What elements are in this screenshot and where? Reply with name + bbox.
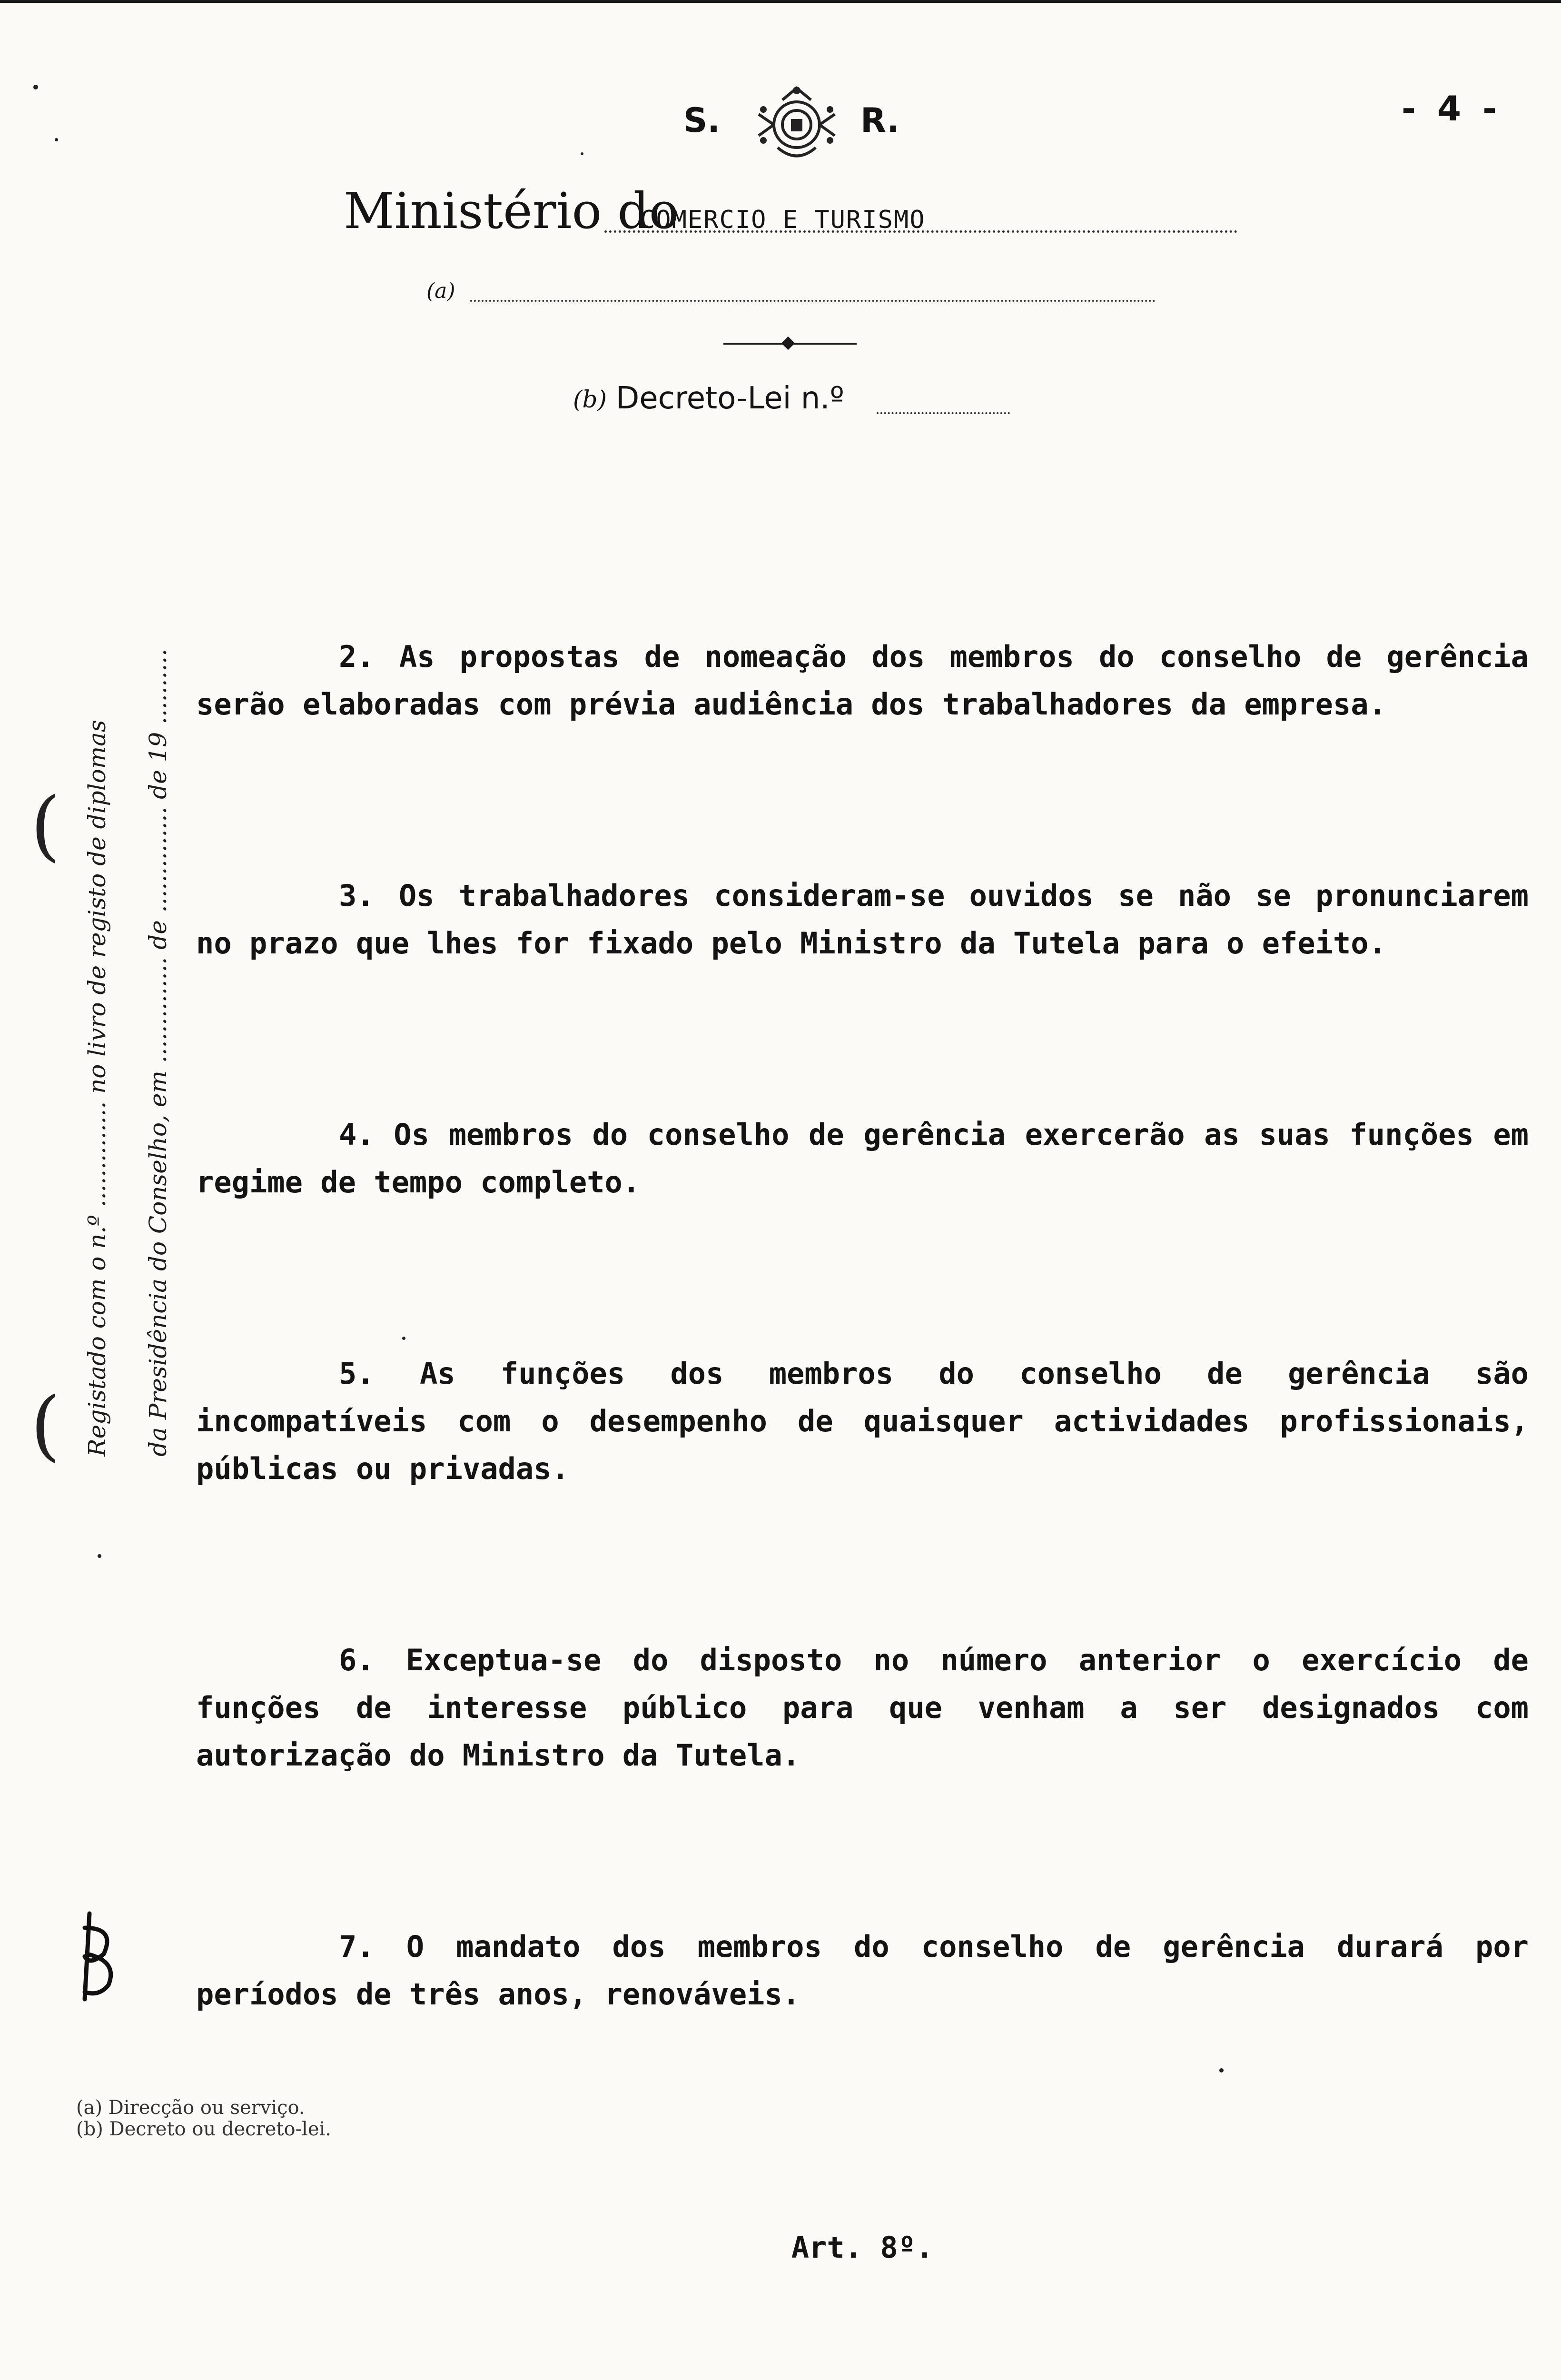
- document-body: [196, 538, 1547, 2380]
- paper-speck: [55, 138, 58, 141]
- paragraph-5: 5. As funções dos membros do conselho de gerência são incompatíveis com o desempenho de quaisquer actividades profissionais, públicas ou privadas.: [196, 1356, 1547, 1486]
- paper-speck: [581, 152, 583, 155]
- article-title: Art. 8º.: [791, 2230, 934, 2265]
- ministry-value: COMERCIO E TURISMO: [640, 206, 926, 234]
- divider-diamond-icon: [781, 337, 795, 350]
- paragraph-4: 4. Os membros do conselho de gerência exercerão as suas funções em regime de tempo completo.: [196, 1117, 1547, 1200]
- header-letter-s: S.: [683, 101, 721, 140]
- top-border-rule: [0, 0, 1561, 3]
- field-a-dotted-line: [470, 300, 1156, 302]
- margin-note-line-1: Registado com o n.º .............. no livro de registo de diplomas: [83, 720, 111, 1457]
- header-letter-r: R.: [860, 101, 899, 140]
- ministry-label: Ministério do: [344, 182, 679, 240]
- decreto-prefix: (b): [573, 386, 607, 413]
- paper-speck: [33, 85, 38, 89]
- paper-speck: [1219, 2068, 1224, 2073]
- decreto-label: Decreto-Lei n.º: [616, 381, 844, 416]
- paragraph-6: 6. Exceptua-se do disposto no número anterior o exercício de funções de interesse público para que venham a ser designados com autorização do Ministro da Tutela.: [196, 1643, 1547, 1773]
- footnote-a: (a) Direcção ou serviço.: [76, 2097, 305, 2119]
- registration-margin-note: [67, 649, 188, 1457]
- margin-note-line-2: da Presidência do Conselho, em .............. de .............. de 19 ..........: [144, 648, 172, 1457]
- paper-speck: [98, 1554, 101, 1558]
- handwritten-initials-icon: [70, 1909, 123, 2004]
- paper-speck: [402, 1337, 405, 1340]
- field-a-label: (a): [426, 279, 455, 303]
- footnote-b: (b) Decreto ou decreto-lei.: [76, 2118, 332, 2140]
- margin-bracket-bottom-icon: (: [30, 1380, 60, 1469]
- coat-of-arms-icon: [744, 81, 849, 167]
- page-number: - 4 -: [1402, 89, 1502, 129]
- paragraph-3: 3. Os trabalhadores consideram-se ouvidos se não se pronunciarem no prazo que lhes for fixado pelo Ministro da Tutela para o efeito.: [196, 878, 1547, 961]
- decreto-number-dotted-line: [877, 412, 1010, 414]
- paragraph-2: 2. As propostas de nomeação dos membros do conselho de gerência serão elaboradas com prévia audiência dos trabalhadores da empresa.: [196, 639, 1547, 722]
- margin-bracket-top-icon: (: [30, 781, 60, 870]
- paragraph-7: 7. O mandato dos membros do conselho de gerência durará por períodos de três anos, renováveis.: [196, 1929, 1547, 2012]
